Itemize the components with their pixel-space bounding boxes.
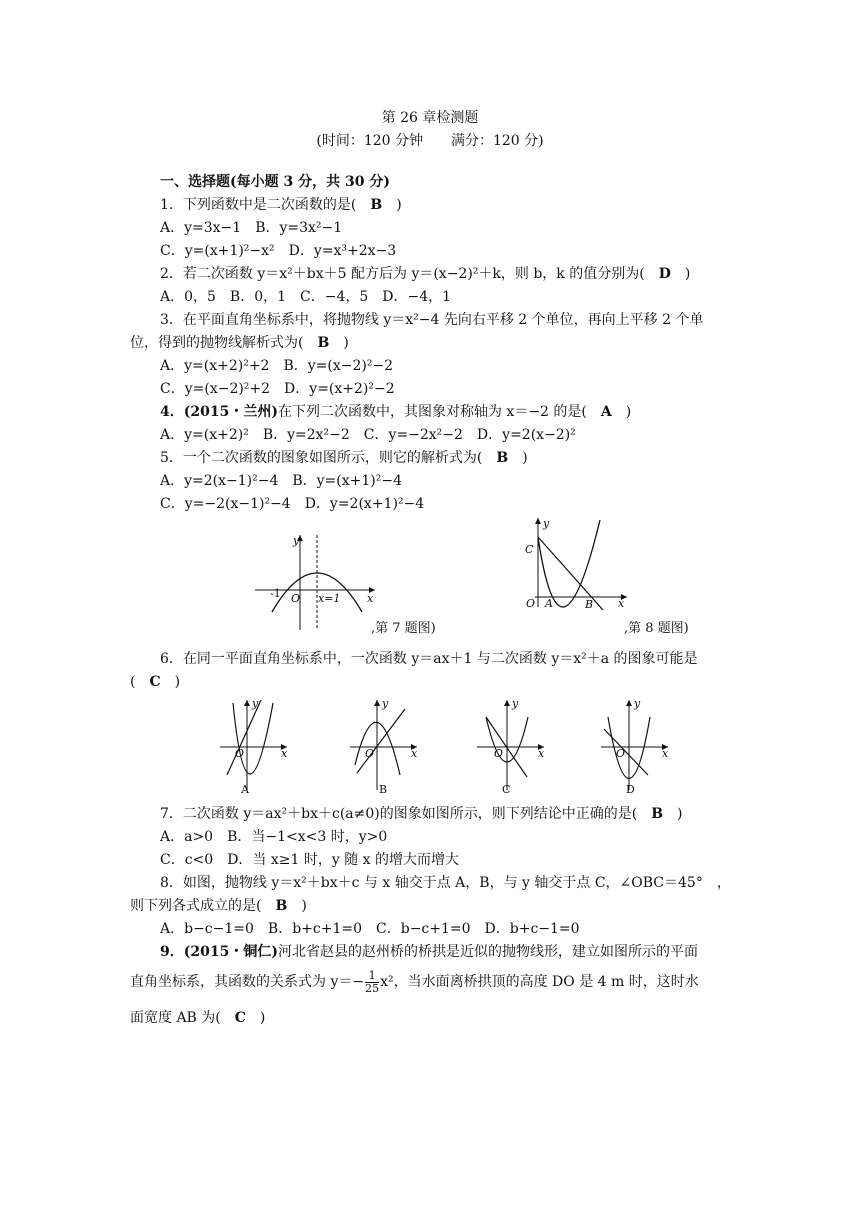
figure-7: [255, 530, 385, 630]
question-9-line1: [160, 942, 698, 962]
question-stem: (: [130, 674, 136, 690]
graph-option-a: [215, 695, 295, 795]
question-5-options-cd: C．y=−2(x−1)²−4 D．y=2(x+1)²−4: [160, 496, 425, 512]
figure-8: [505, 515, 630, 610]
question-2: [160, 264, 690, 284]
question-3-line1: 3．在平面直角坐标系中，将抛物线 y＝x²−4 先向右平移 2 个单位，再向上平移 2 个单: [160, 312, 704, 328]
question-6-line1: 6．在同一平面直角坐标系中，一次函数 y＝ax＋1 与二次函数 y＝x²＋a 的图象可能是: [160, 651, 698, 667]
question-7-options-cd: C．c<0 D．当 x≥1 时，y 随 x 的增大而增大: [160, 852, 460, 868]
question-stem-end: ): [625, 404, 632, 420]
question-3-options-ab: A．y=(x+2)²+2 B．y=(x−2)²−2: [160, 358, 394, 374]
question-stem: 在下列二次函数中，其图象对称轴为 x＝−2 的是(: [277, 404, 587, 420]
question-stem: 河北省赵县的赵州桥的桥拱是近似的抛物线形，建立如图所示的平面: [277, 944, 698, 960]
answer: B: [317, 335, 330, 351]
graph-a-x-label: x: [281, 747, 288, 760]
answer: A: [600, 404, 612, 420]
question-stem: 位，得到的抛物线解析式为(: [130, 335, 304, 351]
question-7-options-ab: A．a>0 B．当−1<x<3 时，y>0: [160, 829, 388, 845]
graph-a-origin: O: [235, 747, 245, 760]
graph-option-d: [596, 695, 676, 795]
question-7: [160, 804, 683, 824]
fig7-y-label: y: [293, 534, 300, 547]
question-stem: 5．一个二次函数的图象如图所示，则它的解析式为(: [160, 450, 483, 466]
figure-7-caption: ,第 7 题图): [371, 621, 436, 636]
answer: D: [658, 266, 671, 282]
fig8-point-b: B: [585, 598, 594, 610]
answer: B: [370, 197, 383, 213]
answer: B: [275, 898, 288, 914]
question-stem: 2．若二次函数 y＝x²＋bx＋5 配方后为 y＝(x−2)²＋k，则 b，k 的值分别为(: [160, 266, 645, 282]
question-stem: 直角坐标系，其函数的关系式为 y＝−: [130, 974, 365, 990]
question-stem-end: ): [522, 450, 528, 466]
graph-b-label: B: [379, 783, 388, 795]
graph-d-x-label: x: [662, 747, 669, 760]
fig8-x-label: x: [618, 597, 625, 610]
question-stem-end: ): [174, 674, 181, 690]
question-8-line1: 8．如图，抛物线 y＝x²＋bx＋c 与 x 轴交于点 A，B，与 y 轴交于点 C，∠OBC＝45° ，: [160, 875, 731, 891]
question-3-line2: [130, 333, 349, 353]
graph-option-c: [472, 695, 552, 795]
graph-c-label: C: [502, 783, 511, 795]
question-4: [160, 402, 631, 422]
question-stem-cont: x²，当水面离桥拱顶的高度 DO 是 4 m 时，这时水: [380, 974, 699, 990]
fraction-numerator: 1: [365, 970, 379, 983]
graph-d-origin: O: [616, 747, 626, 760]
question-8-options: A．b−c−1=0 B．b+c+1=0 C．b−c+1=0 D．b+c−1=0: [160, 921, 580, 937]
question-1: [160, 195, 402, 215]
graph-d-y-label: y: [634, 697, 641, 710]
question-6-line2: [130, 672, 180, 692]
question-stem-end: ): [259, 1010, 266, 1026]
graph-b-origin: O: [365, 747, 375, 760]
figure-8-caption: ,第 8 题图): [624, 621, 689, 636]
page-title: 第 26 章检测题: [381, 110, 479, 126]
question-4-options: A．y=(x+2)² B．y=2x²−2 C．y=−2x²−2 D．y=2(x−2)²: [160, 427, 576, 443]
graph-d-label: D: [626, 783, 635, 795]
question-stem-end: ): [677, 806, 683, 822]
question-stem-end: ): [343, 335, 349, 351]
fig7-origin-label: O: [291, 592, 301, 605]
answer: B: [496, 450, 509, 466]
question-stem: 1．下列函数中是二次函数的是(: [160, 197, 357, 213]
graph-a-label: A: [241, 783, 249, 795]
fraction-denominator: 25: [365, 981, 380, 995]
question-1-options-ab: A．y=3x−1 B．y=3x²−1: [160, 220, 343, 236]
graph-b-x-label: x: [411, 747, 418, 760]
answer: C: [149, 674, 161, 690]
question-stem: 7．二次函数 y＝ax²＋bx＋c(a≠0)的图象如图所示，则下列结论中正确的是(: [160, 806, 638, 822]
question-8-line2: [130, 896, 307, 916]
graph-c-y-label: y: [512, 697, 519, 710]
question-9-line3: [130, 1008, 265, 1028]
question-9-line2: [130, 969, 699, 995]
question-stem-end: ): [684, 266, 691, 282]
fig7-neg1-label: -1: [270, 587, 281, 600]
section-heading: 一、选择题(每小题 3 分，共 30 分): [160, 174, 390, 190]
fig7-axis-label: x=1: [318, 592, 341, 605]
fraction: [365, 970, 379, 995]
question-stem: 则下列各式成立的是(: [130, 898, 262, 914]
graph-b-y-label: y: [382, 697, 389, 710]
fig7-x-label: x: [367, 592, 374, 605]
fig8-origin-label: O: [526, 597, 536, 610]
question-stem-end: ): [396, 197, 402, 213]
question-1-options-cd: C．y=(x+1)²−x² D．y=x³+2x−3: [160, 243, 397, 259]
question-stem-end: ): [301, 898, 307, 914]
question-3-options-cd: C．y=(x−2)²+2 D．y=(x+2)²−2: [160, 381, 395, 397]
page-subtitle: (时间：120 分钟 满分：120 分): [316, 133, 544, 149]
question-5: [160, 448, 528, 468]
fig8-point-a: A: [545, 597, 553, 610]
question-source: 9．(2015・铜仁): [160, 944, 278, 960]
graph-c-x-label: x: [538, 747, 545, 760]
question-stem: 面宽度 AB 为(: [130, 1010, 221, 1026]
graph-c-origin: O: [494, 747, 504, 760]
answer: B: [651, 806, 664, 822]
question-2-options: A．0，5 B．0，1 C．−4，5 D．−4，1: [160, 289, 452, 305]
question-source: 4．(2015・兰州): [160, 404, 278, 420]
fig8-point-c: C: [525, 543, 534, 556]
question-5-options-ab: A．y=2(x−1)²−4 B．y=(x+1)²−4: [160, 473, 402, 489]
graph-a-y-label: y: [252, 697, 259, 710]
answer: C: [234, 1010, 246, 1026]
graph-option-b: [345, 695, 425, 795]
fig8-y-label: y: [543, 517, 550, 530]
